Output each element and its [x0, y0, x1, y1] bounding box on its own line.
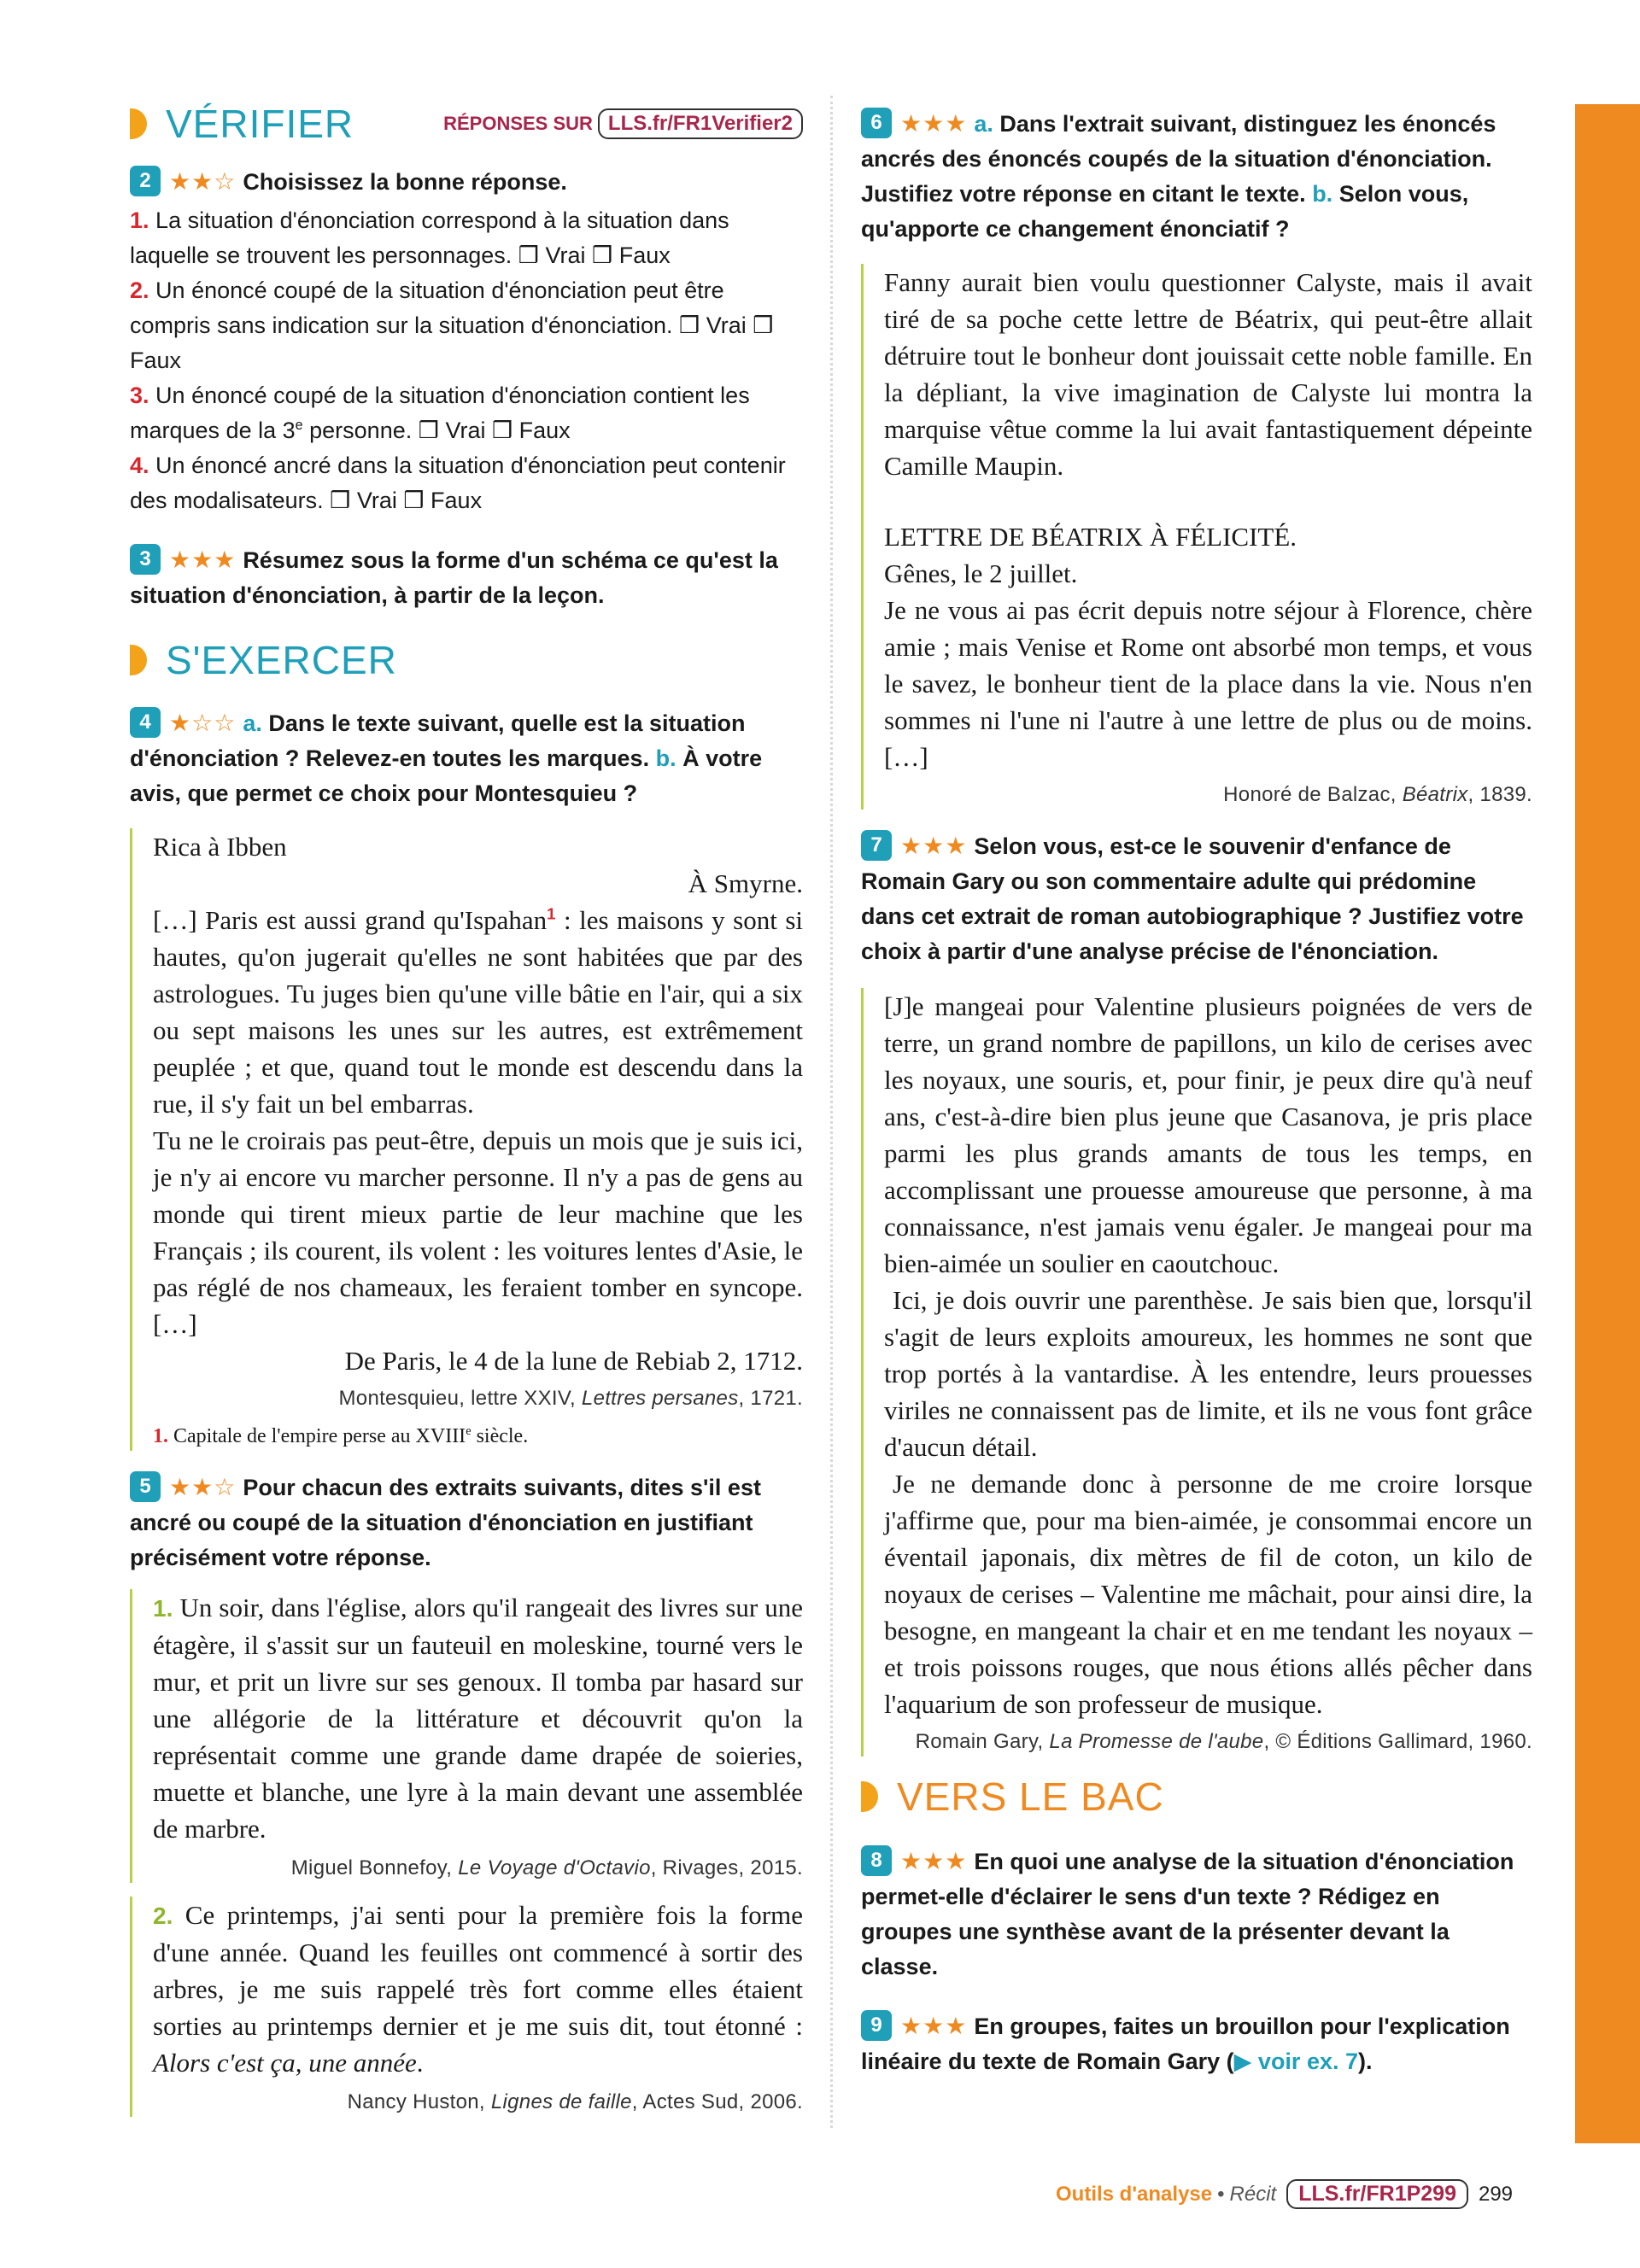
- answers-ref: [443, 108, 803, 139]
- quote-bonnefoy: [130, 1589, 803, 1883]
- difficulty-stars-icon: ★★★: [169, 547, 237, 573]
- exercise-link[interactable]: voir ex. 7: [1257, 2049, 1358, 2074]
- verifier-header: [130, 96, 803, 152]
- left-column: [130, 96, 803, 2117]
- exercise-number: 5: [130, 1471, 161, 1502]
- exercise-number: 9: [861, 2010, 892, 2041]
- question-item: 4. Un énoncé ancré dans la situation d'énonciation peut contenir des modalisateurs. ❒ Vrai ❒ Faux: [130, 453, 786, 513]
- difficulty-stars-icon: ★★★: [900, 833, 968, 859]
- quote-paragraph: 2. Ce printemps, j'ai senti pour la première fois la forme d'une année. Quand les feuilles ont commencé à sortir des arbres, je me suis rappelé très fort comme elles étaient sorties au printemps dernier et je me suis dit, tout étonné : Alors c'est ça, une année.: [153, 1900, 804, 2078]
- footer-subsection: Récit: [1229, 2182, 1277, 2206]
- exercise-6-instruction: 6 ★★★ a. Dans l'extrait suivant, distinguez les énoncés ancrés des énoncés coupés de la situation d'énonciation. Justifiez votre réponse en citant le texte. b. Selon vous, qu'apporte ce changement énonciatif ?: [861, 106, 1532, 247]
- footer-section: Outils d'analyse: [1056, 2182, 1213, 2206]
- question-item: 3. Un énoncé coupé de la situation d'énonciation contient les marques de la 3e personne. ❒ Vrai ❒ Faux: [130, 383, 750, 443]
- exercise-3-instruction: 3 ★★★ Résumez sous la forme d'un schéma ce qu'est la situation d'énonciation, à partir de la leçon.: [130, 542, 803, 613]
- exercise-number: 8: [861, 1845, 892, 1876]
- section-marker-icon: [130, 645, 147, 675]
- difficulty-stars-icon: ★☆☆: [169, 710, 237, 736]
- quote-gary: [861, 988, 1532, 1757]
- quote-source: Honoré de Balzac, Béatrix, 1839.: [1223, 783, 1532, 806]
- quote-place: À Smyrne.: [688, 868, 803, 898]
- difficulty-stars-icon: ★★☆: [169, 168, 237, 195]
- quote-balzac: [861, 264, 1532, 810]
- quote-source: Miguel Bonnefoy, Le Voyage d'Octavio, Rivages, 2015.: [290, 1856, 803, 1879]
- quote-source: Montesquieu, lettre XXIV, Lettres persanes, 1721.: [338, 1387, 803, 1410]
- exercise-8-instruction: 8 ★★★ En quoi une analyse de la situation d'énonciation permet-elle d'éclairer le sens d'un texte ? Rédigez en groupes une synthèse avant de la présenter devant la classe.: [861, 1844, 1532, 1984]
- right-column: [861, 106, 1532, 2079]
- quote-montesquieu: [130, 828, 803, 1451]
- quote-paragraph: Tu ne le croirais pas peut-être, depuis un mois que je suis ici, je n'y ai encore vu marcher personne. Il n'y a pas de gens au monde qui tirent mieux partie de leur machine que les Français ; ils courent, ils volent : les voitures lentes d'Asie, le pas réglé de nos chameaux, les feraient tomber en syncope. […]: [153, 1125, 803, 1339]
- exercise-number: 6: [861, 108, 892, 138]
- answers-label: RÉPONSES SUR: [443, 113, 593, 134]
- exercer-header: [130, 632, 803, 688]
- footer-link[interactable]: LLS.fr/FR1P299: [1286, 2179, 1468, 2209]
- section-title-verifier: VÉRIFIER: [166, 102, 354, 146]
- exercise-number: 3: [130, 544, 161, 575]
- quote-date: Gênes, le 2 juillet.: [884, 558, 1078, 588]
- footer-separator: •: [1217, 2182, 1225, 2206]
- play-arrow-icon: ▶: [1233, 2049, 1252, 2074]
- exercise-7-instruction: 7 ★★★ Selon vous, est-ce le souvenir d'enfance de Romain Gary ou son commentaire adulte qui prédomine dans cet extrait de roman autobiographique ? Justifiez votre choix à partir d'une analyse précise de l'énonciation.: [861, 828, 1532, 969]
- quote-heading: Rica à Ibben: [153, 832, 287, 862]
- page-footer: [1056, 2179, 1534, 2209]
- quote-paragraph: Je ne demande donc à personne de me croire lorsque j'affirme que, pour ma bien-aimée, je consommai encore un éventail japonais, dix mètres de fil de coton, un kilo de noyaux de cerises – Valentine me mâchait, pour ainsi dire, la besogne, en mangeant la chair et en me tendant les noyaux – et trois poissons rouges, que nous étions allés pêcher dans l'aquarium de son professeur de musique.: [884, 1469, 1532, 1719]
- orange-side-band: [1575, 104, 1640, 2143]
- quote-paragraph: [J]e mangeai pour Valentine plusieurs poignées de vers de terre, un grand nombre de papillons, un kilo de cerises avec les noyaux, une souris, et, pour finir, je peux dire qu'à neuf ans, c'est-à-dire bien plus jeune que Casanova, je pris place parmi les plus grands amants de tous les temps, en accomplissant une prouesse amoureuse que personne, à ma connaissance, n'est jamais venu égaler. Je mangeai pour ma bien-aimée un soulier en caoutchouc.: [884, 991, 1532, 1278]
- quote-paragraph: 1. Un soir, dans l'église, alors qu'il rangeait des livres sur une étagère, il s'assit sur un fauteuil en moleskine, tourné vers le mur, et prit un livre sur ses genoux. Il tomba par hasard sur une allégorie de la littérature et découvrit qu'on la représentait comme une grande dame drapée de soieries, muette et blanche, une lyre à la main devant une assemblée de marbre.: [153, 1593, 804, 1844]
- column-divider: [830, 96, 833, 2128]
- section-title-exercer: S'EXERCER: [166, 638, 397, 682]
- exercise-5-instruction: 5 ★★☆ Pour chacun des extraits suivants, dites s'il est ancré ou coupé de la situation d'énonciation en justifiant précisément votre réponse.: [130, 1470, 803, 1575]
- quote-source: Romain Gary, La Promesse de l'aube, © Éditions Gallimard, 1960.: [915, 1730, 1532, 1753]
- question-item: 1. La situation d'énonciation correspond à la situation dans laquelle se trouvent les personnages. ❒ Vrai ❒ Faux: [130, 208, 729, 268]
- quote-huston: [130, 1897, 803, 2117]
- exercise-4-instruction: 4 ★☆☆ a. Dans le texte suivant, quelle est la situation d'énonciation ? Relevez-en toutes les marques. b. À votre avis, que permet ce choix pour Montesquieu ?: [130, 705, 803, 811]
- answers-link[interactable]: LLS.fr/FR1Verifier2: [598, 108, 803, 139]
- exercise-2-instruction: 2 ★★☆ Choisissez la bonne réponse.: [130, 164, 803, 200]
- exercise-number: 4: [130, 707, 161, 738]
- question-item: 2. Un énoncé coupé de la situation d'énonciation peut être compris sans indication sur la situation d'énonciation. ❒ Vrai ❒ Faux: [130, 278, 774, 373]
- section-title-bac: VERS LE BAC: [897, 1774, 1164, 1819]
- exercise-number: 7: [861, 830, 892, 861]
- exercise-9-instruction: 9 ★★★ En groupes, faites un brouillon pour l'explication linéaire du texte de Romain Gary (▶ voir ex. 7).: [861, 2008, 1532, 2079]
- quote-paragraph: […] Paris est aussi grand qu'Ispahan$^1$ : les maisons y sont si hautes, qu'on jugerait qu'elles ne sont habitées que par des astrologues. Tu juges bien qu'une ville bâtie en l'air, qui a six ou sept maisons les unes sur les autres, est extrêmement peuplée ; et que, quand tout le monde est descendu dans la rue, il s'y fait un bel embarras.: [153, 904, 804, 1119]
- section-marker-icon: [130, 108, 147, 139]
- section-marker-icon: [861, 1781, 878, 1812]
- quote-heading: LETTRE DE BÉATRIX À FÉLICITÉ.: [884, 522, 1297, 552]
- exercise-number: 2: [130, 166, 161, 196]
- difficulty-stars-icon: ★★★: [900, 110, 968, 137]
- difficulty-stars-icon: ★★★: [900, 2013, 968, 2039]
- quote-paragraph: Fanny aurait bien voulu questionner Calyste, mais il avait tiré de sa poche cette lettre de Béatrix, qui peut-être allait détruire tout le bonheur dont jouissait cette noble famille. En la dépliant, la vive imagination de Calyste lui montra la marquise vêtue comme la lui avait fantastiquement dépeinte Camille Maupin.: [884, 267, 1532, 481]
- quote-date: De Paris, le 4 de la lune de Rebiab 2, 1712.: [344, 1346, 803, 1376]
- page-number: 299: [1478, 2182, 1514, 2206]
- bac-header: [861, 1768, 1532, 1825]
- difficulty-stars-icon: ★★☆: [169, 1474, 237, 1500]
- quote-paragraph: Ici, je dois ouvrir une parenthèse. Je sais bien que, lorsqu'il s'agit de leurs exploits amoureux, les hommes ne sont que trop portés à la vantardise. À les entendre, leurs prouesses viriles ne connaissent pas de limite, et ils ne vous font grâce d'aucun détail.: [884, 1285, 1532, 1462]
- quote-source: Nancy Huston, Lignes de faille, Actes Sud, 2006.: [347, 2090, 803, 2113]
- footnote: 1. Capitale de l'empire perse au XVIIIe siècle.: [153, 1424, 529, 1447]
- difficulty-stars-icon: ★★★: [900, 1848, 968, 1874]
- quote-paragraph: Je ne vous ai pas écrit depuis notre séjour à Florence, chère amie ; mais Venise et Rome ont absorbé mon temps, et vous le savez, le bonheur tient de la place dans la vie. Nous n'en sommes ni l'une ni l'autre à une lettre de plus ou de moins. […]: [884, 595, 1532, 772]
